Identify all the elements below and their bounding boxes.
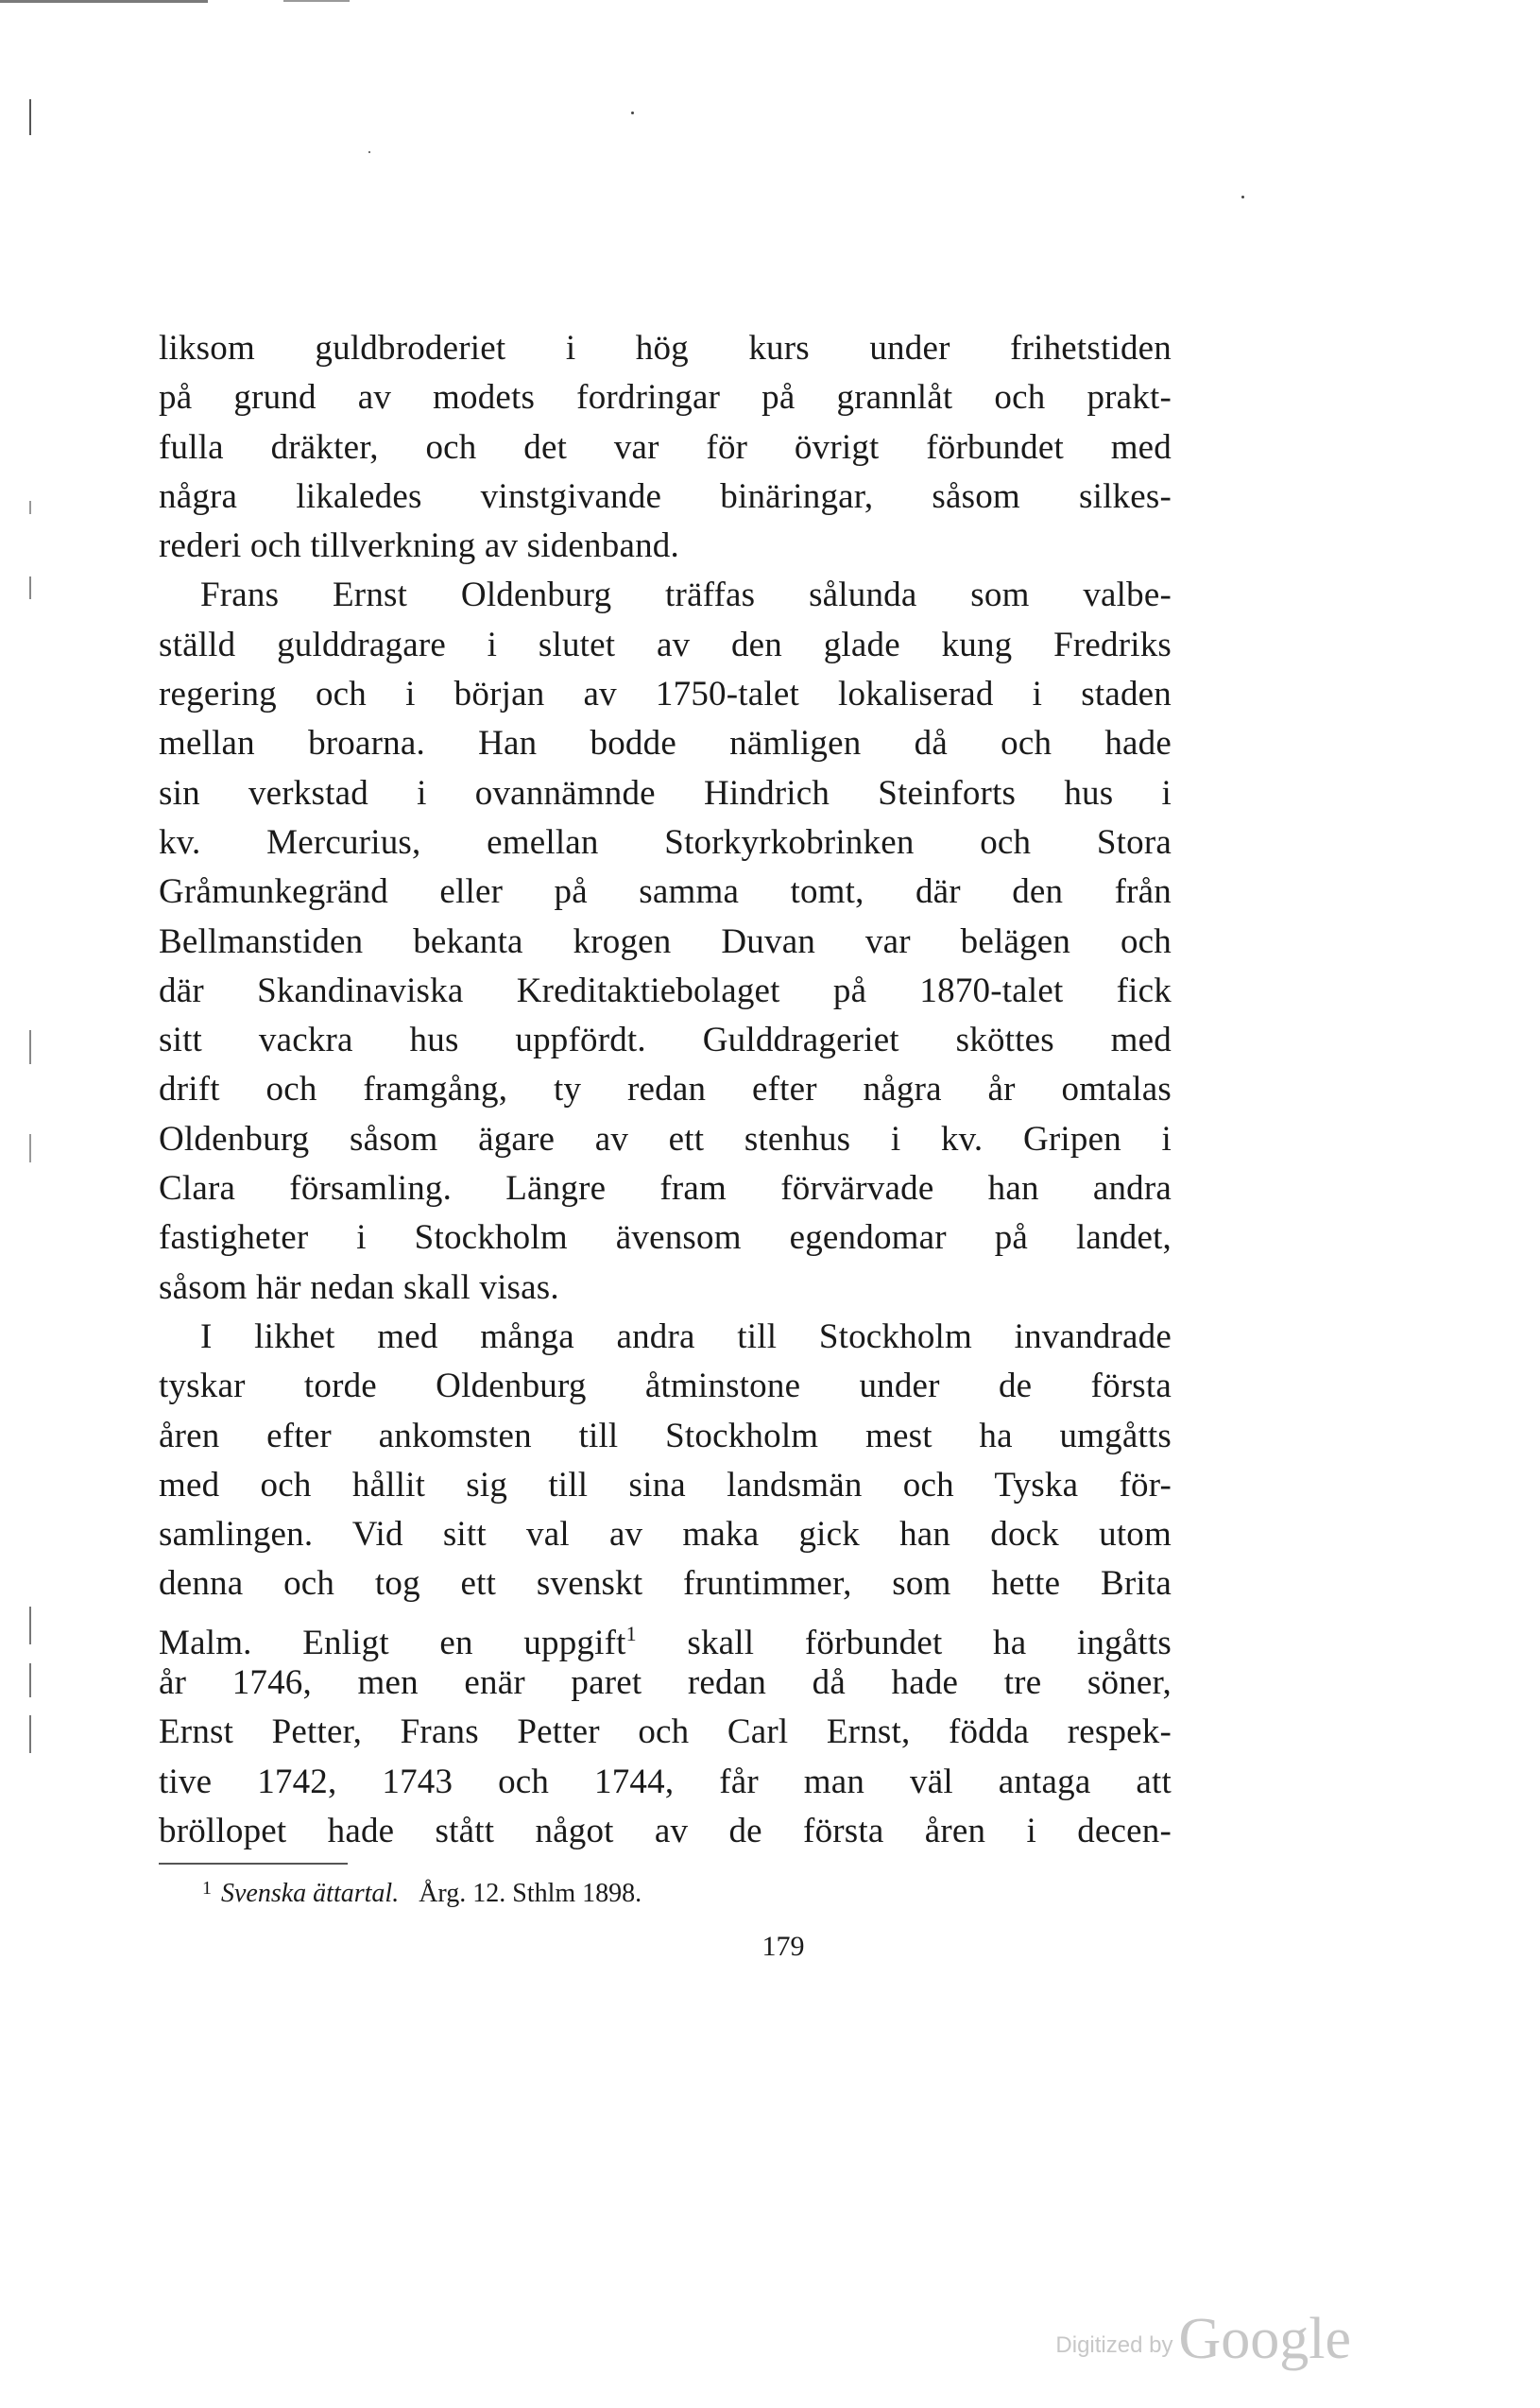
scan-speck bbox=[1241, 196, 1244, 198]
footnote-reference[interactable]: 1 bbox=[625, 1621, 637, 1645]
google-logo: Google bbox=[1178, 2307, 1351, 2371]
text-line: tive 1742, 1743 och 1744, får man väl antaga att bbox=[159, 1762, 1172, 1801]
text-line: sin verkstad i ovannämnde Hindrich Steinforts hus i bbox=[159, 773, 1172, 813]
text-line: såsom här nedan skall visas. bbox=[159, 1267, 559, 1307]
text-line: bröllopet hade stått något av de första åren i decen- bbox=[159, 1811, 1172, 1850]
text-line: Bellmanstiden bekanta krogen Duvan var belägen och bbox=[159, 921, 1172, 961]
text-line: samlingen. Vid sitt val av maka gick han dock utom bbox=[159, 1515, 1172, 1555]
text-line: liksom guldbroderiet i hög kurs under frihetstiden bbox=[159, 329, 1172, 368]
text-line: sitt vackra hus uppfördt. Gulddrageriet sköttes med bbox=[159, 1021, 1172, 1060]
scan-speck bbox=[631, 112, 634, 114]
footnote-rule bbox=[159, 1863, 348, 1865]
text-line: Gråmunkegränd eller på samma tomt, där den från bbox=[159, 872, 1172, 912]
text-line-with-footnote-ref bbox=[159, 1609, 1172, 1662]
text-line: Frans Ernst Oldenburg träffas sålunda som valbe- bbox=[200, 576, 1172, 615]
text-segment: skall förbundet ha ingåtts bbox=[687, 1623, 1172, 1662]
body-text bbox=[159, 324, 1172, 1856]
text-line: år 1746, men enär paret redan då hade tre söner, bbox=[159, 1663, 1172, 1703]
scan-edge-mark bbox=[29, 501, 31, 514]
scan-edge-mark bbox=[29, 1715, 31, 1753]
scan-edge-mark bbox=[29, 1663, 31, 1697]
text-line: drift och framgång, ty redan efter några år omtalas bbox=[159, 1070, 1172, 1109]
text-line: med och hållit sig till sina landsmän och Tyska för- bbox=[159, 1465, 1172, 1505]
footnote bbox=[202, 1869, 642, 1913]
digitized-watermark bbox=[1055, 2306, 1351, 2373]
watermark-prefix: Digitized by bbox=[1055, 2332, 1173, 2358]
text-line: fulla dräkter, och det var för övrigt förbundet med bbox=[159, 427, 1172, 467]
text-line: I likhet med många andra till Stockholm invandrade bbox=[200, 1316, 1172, 1356]
footnote-reference-text: Årg. 12. Sthlm 1898. bbox=[419, 1879, 642, 1908]
text-line: tyskar torde Oldenburg åtminstone under de första bbox=[159, 1367, 1172, 1406]
scan-edge-mark bbox=[29, 1134, 31, 1162]
scan-edge-rule-small bbox=[283, 0, 350, 2]
text-line: ställd gulddragare i slutet av den glade kung Fredriks bbox=[159, 625, 1172, 664]
text-line: där Skandinaviska Kreditaktiebolaget på 1870-talet fick bbox=[159, 971, 1172, 1010]
text-line: några likaledes vinstgivande binäringar, såsom silkes- bbox=[159, 476, 1172, 516]
text-line: Oldenburg såsom ägare av ett stenhus i kv. Gripen i bbox=[159, 1119, 1172, 1159]
text-line: rederi och tillverkning av sidenband. bbox=[159, 526, 679, 566]
text-line: Clara församling. Längre fram förvärvade han andra bbox=[159, 1169, 1172, 1209]
text-line: mellan broarna. Han bodde nämligen då och hade bbox=[159, 724, 1172, 764]
text-segment: Malm. Enligt en uppgift bbox=[159, 1623, 626, 1662]
footnote-title: Svenska ättartal. bbox=[221, 1879, 400, 1908]
footnote-marker: 1 bbox=[202, 1878, 212, 1899]
text-line: fastigheter i Stockholm ävensom egendomar på landet, bbox=[159, 1218, 1172, 1258]
text-line: denna och tog ett svenskt fruntimmer, som hette Brita bbox=[159, 1564, 1172, 1604]
scan-edge-mark bbox=[29, 576, 31, 599]
text-line: på grund av modets fordringar på grannlåt och prakt- bbox=[159, 378, 1172, 418]
scan-speck bbox=[368, 151, 370, 153]
scan-edge-mark bbox=[29, 1607, 31, 1644]
text-line: Ernst Petter, Frans Petter och Carl Ernst, födda respek- bbox=[159, 1712, 1172, 1752]
text-line: åren efter ankomsten till Stockholm mest ha umgåtts bbox=[159, 1416, 1172, 1455]
page-number: 179 bbox=[761, 1931, 805, 1962]
scan-edge-rule bbox=[0, 0, 208, 3]
scan-edge-mark bbox=[29, 99, 31, 135]
text-line: regering och i början av 1750-talet lokaliserad i staden bbox=[159, 675, 1172, 714]
text-line: kv. Mercurius, emellan Storkyrkobrinken och Stora bbox=[159, 822, 1172, 862]
scan-edge-mark bbox=[29, 1030, 31, 1064]
